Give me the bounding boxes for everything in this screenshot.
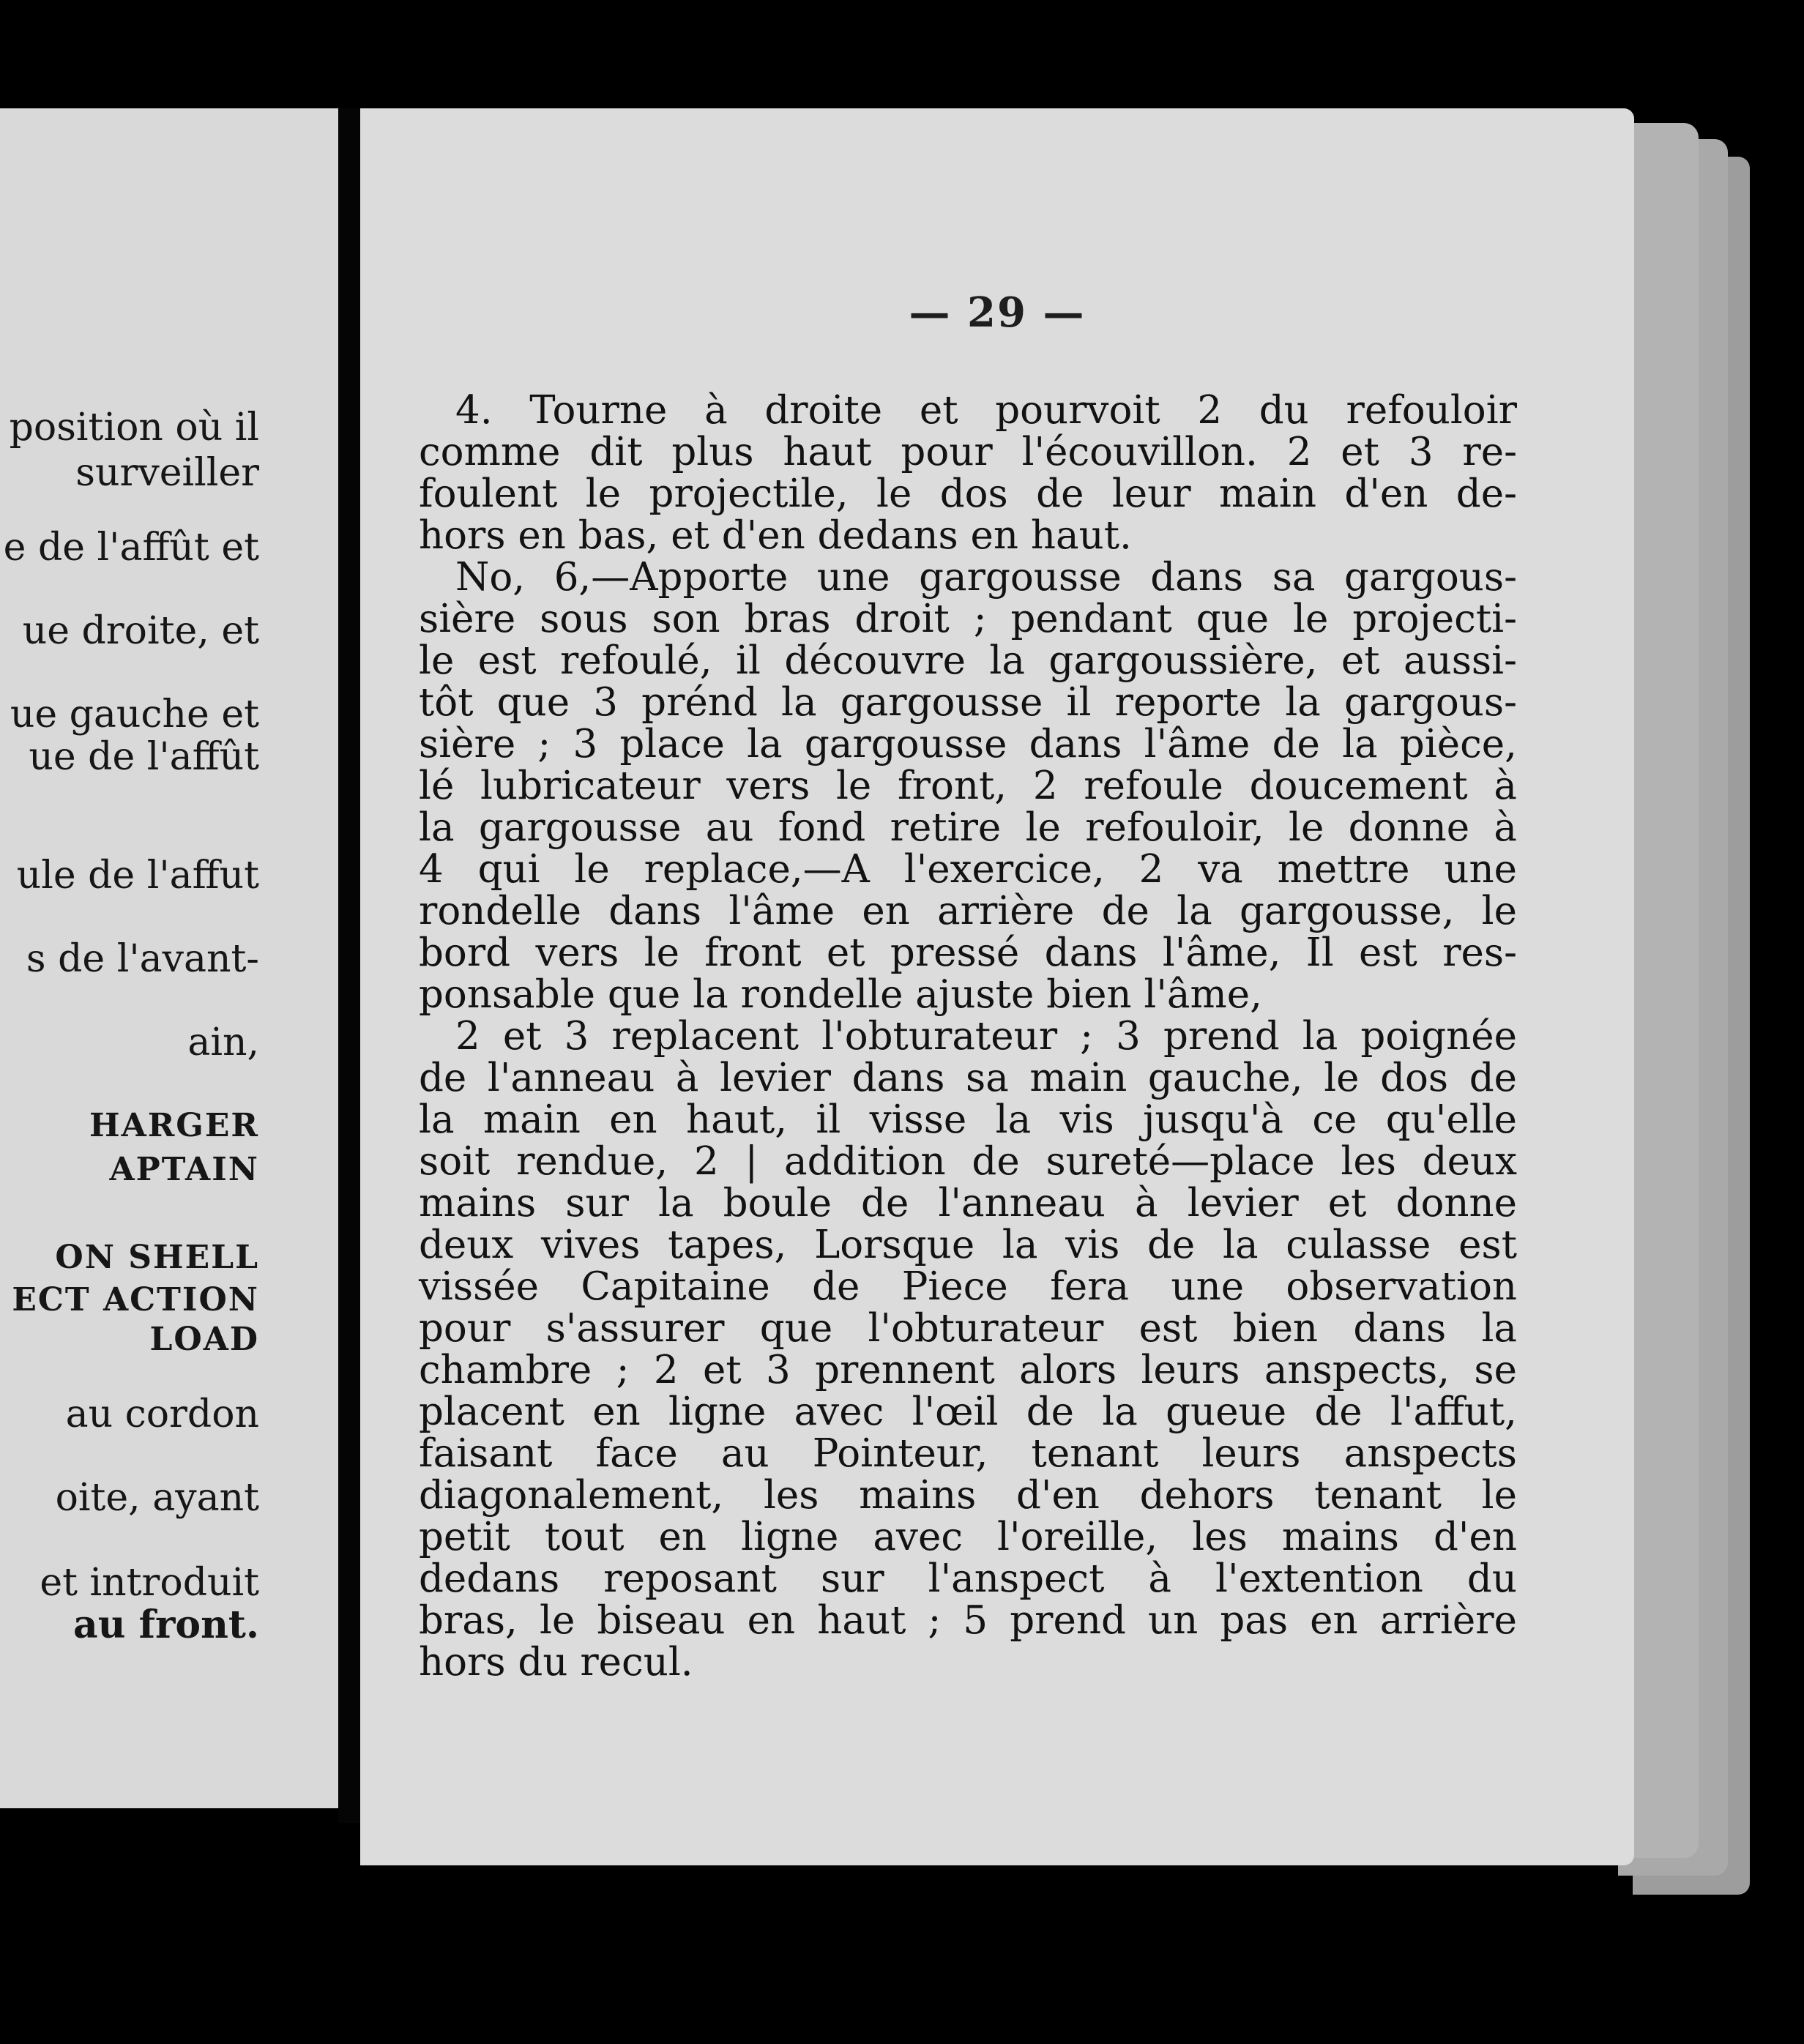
text-line: petit tout en ligne avec l'oreille, les mains d'en xyxy=(419,1515,1517,1559)
text-line: ponsable que la rondelle ajuste bien l'âme, xyxy=(419,972,1262,1017)
text-line: placent en ligne avec l'œil de la gueue de l'affut, xyxy=(419,1390,1517,1434)
left-line: APTAIN xyxy=(109,1151,259,1188)
left-line: ECT ACTION xyxy=(12,1281,259,1318)
text-line: 2 et 3 replacent l'obturateur ; 3 prend la poignée xyxy=(455,1014,1517,1059)
left-line: e de l'affût et xyxy=(3,526,259,570)
left-line: s de l'avant- xyxy=(26,937,259,981)
left-line: ON SHELL xyxy=(55,1239,259,1276)
text-line: rondelle dans l'âme en arrière de la gargousse, le xyxy=(419,889,1517,933)
left-line: surveiller xyxy=(75,451,259,495)
text-line: 4. Tourne à droite et pourvoit 2 du refouloir xyxy=(455,388,1517,433)
text-line: soit rendue, 2 | addition de sureté—place les deux xyxy=(419,1139,1517,1184)
text-line: dedans reposant sur l'anspect à l'extention du xyxy=(419,1556,1517,1601)
left-page xyxy=(0,108,338,1808)
text-line: hors en bas, et d'en dedans en haut. xyxy=(419,513,1132,558)
text-line: diagonalement, les mains d'en dehors tenant le xyxy=(419,1473,1517,1518)
body-text xyxy=(419,389,1517,1683)
text-line: le est refoulé, il découvre la gargoussière, et aussi- xyxy=(419,638,1517,683)
text-line: sière ; 3 place la gargousse dans l'âme de la pièce, xyxy=(419,722,1517,766)
left-line: position où il xyxy=(9,406,259,450)
text-line: hors du recul. xyxy=(419,1640,693,1685)
text-line: foulent le projectile, le dos de leur main d'en de- xyxy=(419,471,1517,516)
text-line: 4 qui le replace,—A l'exercice, 2 va mettre une xyxy=(419,847,1517,892)
text-line: mains sur la boule de l'anneau à levier et donne xyxy=(419,1181,1517,1226)
text-line: bord vers le front et pressé dans l'âme, Il est res- xyxy=(419,930,1517,975)
left-line: ule de l'affut xyxy=(16,854,259,898)
page-number: — 29 — xyxy=(909,288,1086,337)
text-line: de l'anneau à levier dans sa main gauche, le dos de xyxy=(419,1056,1517,1100)
text-line: la main en haut, il visse la vis jusqu'à ce qu'elle xyxy=(419,1097,1517,1142)
text-line: comme dit plus haut pour l'écouvillon. 2 et 3 re- xyxy=(419,430,1517,474)
text-line: pour s'assurer que l'obturateur est bien dans la xyxy=(419,1306,1517,1351)
left-line: ue droite, et xyxy=(22,609,259,653)
gutter xyxy=(338,108,362,1823)
left-line: ue de l'affût xyxy=(29,735,259,779)
text-line: sière sous son bras droit ; pendant que le projecti- xyxy=(419,597,1517,641)
text-line: deux vives tapes, Lorsque la vis de la culasse est xyxy=(419,1223,1517,1267)
left-line: LOAD xyxy=(149,1321,259,1358)
text-line: bras, le biseau en haut ; 5 prend un pas en arrière xyxy=(419,1598,1517,1643)
text-line: No, 6,—Apporte une gargousse dans sa gargous- xyxy=(455,555,1517,600)
text-line: chambre ; 2 et 3 prennent alors leurs anspects, se xyxy=(419,1348,1517,1392)
left-line: au front. xyxy=(73,1603,259,1647)
left-line: HARGER xyxy=(89,1107,259,1144)
text-line: vissée Capitaine de Piece fera une observation xyxy=(419,1264,1517,1309)
left-line: et introduit xyxy=(40,1561,259,1605)
right-page xyxy=(360,108,1634,1865)
text-line: tôt que 3 prénd la gargousse il reporte la gargous- xyxy=(419,680,1517,725)
text-line: la gargousse au fond retire le refouloir, le donne à xyxy=(419,805,1517,850)
left-line: ain, xyxy=(187,1021,259,1064)
left-line: oite, ayant xyxy=(55,1476,259,1520)
text-line: faisant face au Pointeur, tenant leurs anspects xyxy=(419,1431,1517,1476)
text-line: lé lubricateur vers le front, 2 refoule doucement à xyxy=(419,764,1517,808)
left-line: au cordon xyxy=(65,1392,259,1436)
left-line: ue gauche et xyxy=(10,693,259,736)
